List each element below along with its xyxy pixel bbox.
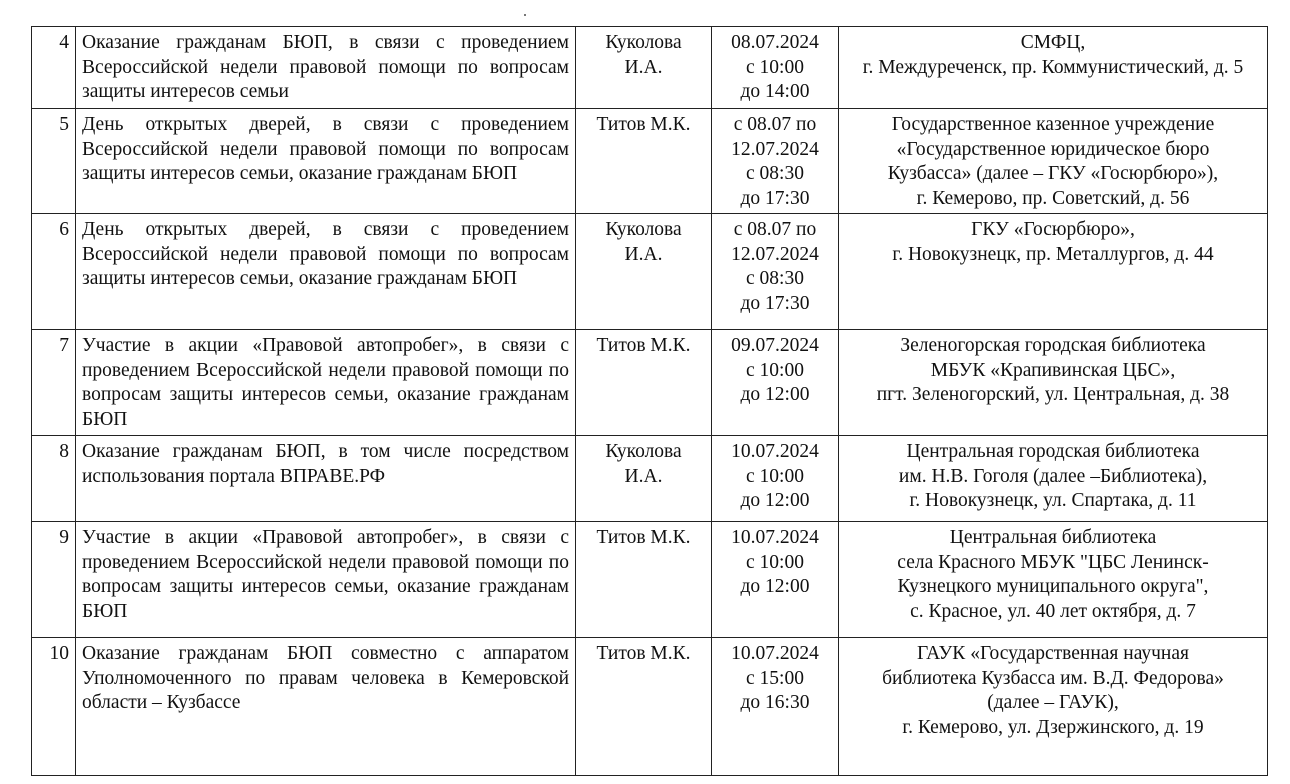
- responsible-person-line: Куколова: [605, 441, 682, 462]
- event-location-line: Кузбасса» (далее – ГКУ «Госюрбюро»),: [887, 163, 1219, 184]
- event-location-line: «Государственное юридическое бюро: [896, 138, 1210, 160]
- responsible-person-cell: [576, 27, 712, 109]
- event-location-cell: [839, 330, 1268, 436]
- scan-speck: [524, 14, 526, 16]
- event-datetime-line: 08.07.2024: [731, 32, 819, 53]
- event-location-line: пгт. Зеленогорский, ул. Центральная, д. 38: [876, 384, 1230, 405]
- event-datetime-line: до 12:00: [740, 490, 810, 511]
- event-datetime-cell: [712, 330, 839, 436]
- row-number: 10: [32, 638, 76, 776]
- event-location-line: г. Кемерово, ул. Дзержинского, д. 19: [902, 716, 1204, 738]
- event-datetime-line: до 12:00: [740, 384, 810, 405]
- event-description: Оказание гражданам БЮП, в том числе посредством использования портала ВПРАВЕ.РФ: [76, 436, 576, 522]
- event-datetime-cell: [712, 638, 839, 776]
- event-datetime-cell: [712, 27, 839, 109]
- event-location-cell: [839, 109, 1268, 214]
- responsible-person-cell: [576, 436, 712, 522]
- event-location-line: Государственное казенное учреждение: [891, 114, 1215, 135]
- table-row: [32, 109, 1268, 214]
- responsible-person-cell: [576, 638, 712, 776]
- responsible-person-line: Титов М.К.: [596, 114, 691, 135]
- table-row: [32, 522, 1268, 638]
- row-number: 7: [32, 330, 76, 436]
- event-location-cell: [839, 214, 1268, 330]
- event-location-line: (далее – ГАУК),: [987, 692, 1119, 713]
- event-location-line: г. Новокузнецк, ул. Спартака, д. 11: [909, 490, 1197, 511]
- event-datetime-cell: [712, 214, 839, 330]
- table-row: [32, 214, 1268, 330]
- table-row: [32, 330, 1268, 436]
- event-datetime-line: 10.07.2024: [731, 643, 819, 664]
- event-datetime-line: с 10:00: [746, 359, 804, 381]
- event-location-cell: [839, 638, 1268, 776]
- event-datetime-line: с 08.07 по: [733, 219, 817, 240]
- responsible-person-line: Титов М.К.: [596, 527, 691, 548]
- event-datetime-line: до 14:00: [740, 81, 810, 102]
- event-datetime-line: с 10:00: [746, 551, 804, 573]
- event-datetime-line: до 12:00: [740, 576, 810, 597]
- event-description: Участие в акции «Правовой автопробег», в связи с проведением Всероссийской недели правовой помощи по вопросам защиты интересов семьи, оказание гражданам БЮП: [76, 522, 576, 638]
- responsible-person-line: Куколова: [605, 219, 682, 240]
- event-location-line: села Красного МБУК "ЦБС Ленинск-: [897, 551, 1209, 573]
- event-datetime-line: до 16:30: [740, 692, 810, 713]
- events-table: [31, 26, 1268, 776]
- events-table-body: [32, 27, 1268, 776]
- event-datetime-line: 10.07.2024: [731, 441, 819, 462]
- row-number: 9: [32, 522, 76, 638]
- event-datetime-line: с 08:30: [746, 163, 804, 184]
- row-number: 4: [32, 27, 76, 109]
- event-datetime-line: с 15:00: [746, 667, 804, 689]
- responsible-person-cell: [576, 330, 712, 436]
- event-location-line: Кузнецкого муниципального округа",: [897, 576, 1209, 597]
- responsible-person-cell: [576, 109, 712, 214]
- event-location-line: ГКУ «Госюрбюро»,: [971, 219, 1135, 240]
- event-description: День открытых дверей, в связи с проведением Всероссийской недели правовой помощи по вопросам защиты интересов семьи, оказание гражданам БЮП: [76, 214, 576, 330]
- event-datetime-line: с 10:00: [746, 56, 804, 78]
- event-datetime-cell: [712, 436, 839, 522]
- event-location-line: г. Междуреченск, пр. Коммунистический, д. 5: [862, 56, 1244, 78]
- event-datetime-line: 12.07.2024: [731, 243, 819, 265]
- event-location-line: г. Новокузнецк, пр. Металлургов, д. 44: [892, 243, 1214, 265]
- event-location-line: Центральная библиотека: [949, 527, 1157, 548]
- event-description: Оказание гражданам БЮП, в связи с проведением Всероссийской недели правовой помощи по вопросам защиты интересов семьи: [76, 27, 576, 109]
- event-description: Оказание гражданам БЮП совместно с аппаратом Уполномоченного по правам человека в Кемеровской области – Кузбассе: [76, 638, 576, 776]
- responsible-person-line: И.А.: [624, 243, 663, 265]
- event-location-line: библиотека Кузбасса им. В.Д. Федорова»: [882, 667, 1224, 689]
- responsible-person-line: Титов М.К.: [596, 335, 691, 356]
- event-datetime-line: с 08.07 по: [733, 114, 817, 135]
- event-datetime-line: до 17:30: [740, 292, 810, 314]
- table-row: [32, 638, 1268, 776]
- responsible-person-line: И.А.: [624, 465, 663, 487]
- event-location-cell: [839, 27, 1268, 109]
- responsible-person-line: Куколова: [605, 32, 682, 53]
- event-location-line: Зеленогорская городская библиотека: [900, 335, 1206, 356]
- event-location-line: МБУК «Крапивинская ЦБС»,: [930, 359, 1176, 381]
- event-datetime-line: с 08:30: [746, 268, 804, 289]
- event-location-line: г. Кемерово, пр. Советский, д. 56: [916, 187, 1190, 209]
- event-location-line: ГАУК «Государственная научная: [916, 643, 1189, 664]
- event-location-line: с. Красное, ул. 40 лет октября, д. 7: [910, 600, 1196, 622]
- event-location-cell: [839, 522, 1268, 638]
- row-number: 5: [32, 109, 76, 214]
- event-datetime-cell: [712, 522, 839, 638]
- event-location-line: СМФЦ,: [1020, 32, 1086, 53]
- event-datetime-line: 09.07.2024: [731, 335, 819, 356]
- event-description: Участие в акции «Правовой автопробег», в связи с проведением Всероссийской недели правовой помощи по вопросам защиты интересов семьи, оказание гражданам БЮП: [76, 330, 576, 436]
- responsible-person-line: И.А.: [624, 56, 663, 78]
- event-location-line: Центральная городская библиотека: [906, 441, 1200, 462]
- table-row: [32, 27, 1268, 109]
- event-datetime-line: 10.07.2024: [731, 527, 819, 548]
- row-number: 6: [32, 214, 76, 330]
- event-datetime-line: с 10:00: [746, 465, 804, 487]
- event-location-cell: [839, 436, 1268, 522]
- responsible-person-cell: [576, 522, 712, 638]
- event-datetime-line: 12.07.2024: [731, 138, 819, 160]
- table-row: [32, 436, 1268, 522]
- event-location-line: им. Н.В. Гоголя (далее –Библиотека),: [898, 465, 1208, 487]
- event-datetime-line: до 17:30: [740, 187, 810, 209]
- event-datetime-cell: [712, 109, 839, 214]
- row-number: 8: [32, 436, 76, 522]
- event-description: День открытых дверей, в связи с проведением Всероссийской недели правовой помощи по вопросам защиты интересов семьи, оказание гражданам БЮП: [76, 109, 576, 214]
- responsible-person-cell: [576, 214, 712, 330]
- responsible-person-line: Титов М.К.: [596, 643, 691, 664]
